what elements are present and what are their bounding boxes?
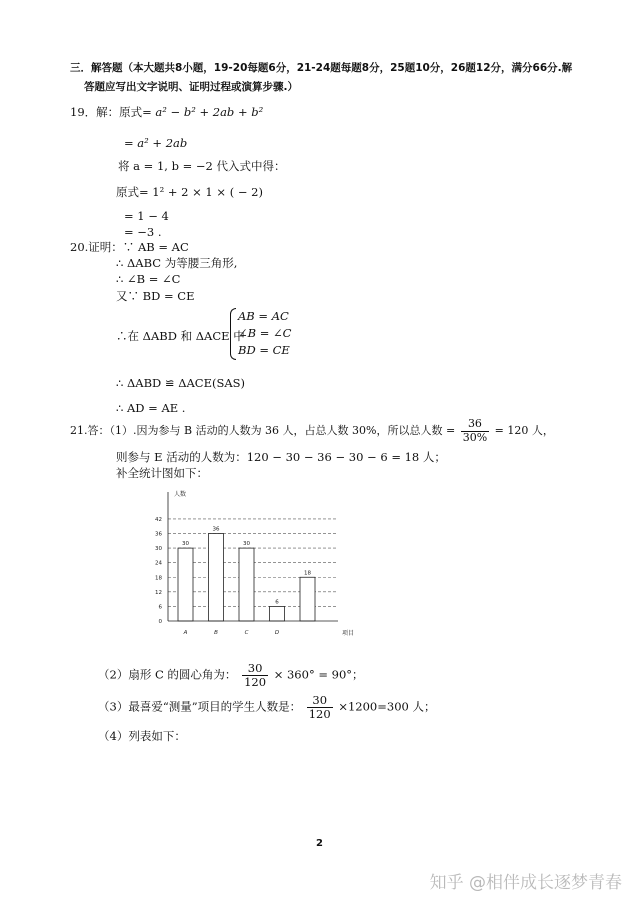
q21-part2-prefix: （2）扇形 C 的圆心角为： <box>98 667 237 682</box>
q21-line3: 补全统计图如下： <box>116 466 208 480</box>
q19-line3 <box>116 186 263 200</box>
y-tick-label: 0 <box>158 619 162 625</box>
q21-part1-fraction <box>461 418 489 444</box>
q21-part1 <box>70 418 554 444</box>
page-number: 2 <box>316 838 323 849</box>
bar-E <box>300 577 315 621</box>
q19-substitute: 将 a = 1, b = −2 代入式中得： <box>118 159 286 173</box>
q20-conclusion: ∴ AD = AE . <box>116 401 186 415</box>
q21-part2-num: 30 <box>242 662 268 676</box>
chart-bars <box>178 527 315 621</box>
q19-expr5: = −3 . <box>124 225 162 239</box>
q21-part1-suffix: = 120 人， <box>494 424 554 438</box>
y-tick-label: 18 <box>155 575 162 582</box>
x-axis-label: 项目 <box>342 630 355 637</box>
q19-line1 <box>70 106 263 120</box>
q21-part3-num: 30 <box>307 694 333 708</box>
q19-line3-label: 原式 <box>116 185 139 199</box>
q20-system-prefix: ∴在 ΔABD 和 ΔACE 中 <box>116 329 245 343</box>
bar-C <box>239 548 254 621</box>
q19-expr4: = 1 − 4 <box>124 209 169 223</box>
q20-system-line3: BD = CE <box>238 343 290 357</box>
q21-part1-den: 30% <box>462 430 488 444</box>
q21-part3-suffix: ×1200=300 人； <box>338 699 436 714</box>
bar-B <box>209 534 224 621</box>
q21-part3-fraction <box>307 694 333 721</box>
x-tick-label: A <box>183 630 188 636</box>
x-tick-label: C <box>244 630 249 636</box>
q21-part3 <box>98 694 436 721</box>
q19-number: 19． <box>70 105 97 119</box>
section-title-line1: 三．解答题（本大题共8小题，19-20每题6分，21-24题每题8分，25题10分，26题12分，满分66分.解 <box>70 62 573 74</box>
q20-line3: ∴ ∠B = ∠C <box>116 272 181 286</box>
bar-chart <box>140 484 370 644</box>
q20-system-line1: AB = AC <box>238 309 289 323</box>
q20-congruent: ∴ ΔABD ≌ ΔACE(SAS) <box>116 376 246 390</box>
q20-line4: 又∵ BD = CE <box>116 289 195 303</box>
y-tick-label: 36 <box>155 531 162 538</box>
q19-expr1: = a² − b² + 2ab + b² <box>142 105 264 119</box>
bar-A <box>178 548 193 621</box>
q19-expr2: = a² + 2ab <box>124 136 188 150</box>
y-tick-label: 42 <box>155 516 162 523</box>
q20-start: 20.证明：∵ AB = AC <box>70 240 189 254</box>
x-tick-label: D <box>274 630 280 636</box>
q21-part1-num: 36 <box>461 418 489 432</box>
q21-part2 <box>98 662 364 689</box>
q19-expr3: = 1² + 2 × 1 × ( − 2) <box>139 185 263 199</box>
q19-label: 解：原式 <box>96 105 143 119</box>
bar-value-label: 18 <box>304 570 311 577</box>
y-tick-label: 30 <box>155 546 162 553</box>
q21-part4: （4）列表如下： <box>98 729 186 743</box>
bar-value-label: 6 <box>275 599 279 606</box>
watermark: 知乎 @相伴成长逐梦青春 <box>429 873 622 893</box>
q21-part2-suffix: × 360° = 90°； <box>273 667 364 682</box>
q20-line2: ∴ ΔABC 为等腰三角形, <box>116 256 238 270</box>
system-brace <box>230 308 236 360</box>
y-tick-label: 12 <box>155 589 162 596</box>
bar-value-label: 30 <box>243 541 250 548</box>
bar-value-label: 30 <box>182 541 189 548</box>
q21-part1-prefix: 21.答：（1）.因为参与 B 活动的人数为 36 人，占总人数 30%，所以总人数 = <box>70 424 456 438</box>
y-tick-label: 6 <box>158 604 162 611</box>
y-axis-label: 人数 <box>174 491 187 498</box>
bar-D <box>270 606 285 621</box>
x-tick-label: B <box>214 630 218 636</box>
q21-part2-den: 120 <box>244 675 267 690</box>
section-title-line2: 答题应写出文字说明、证明过程或演算步骤.） <box>84 81 298 93</box>
q20-system-line2: ∠B = ∠C <box>238 326 292 340</box>
y-tick-label: 24 <box>155 560 162 567</box>
q21-part3-den: 120 <box>308 707 331 722</box>
bar-value-label: 36 <box>212 526 220 533</box>
q21-line2: 则参与 E 活动的人数为：120 − 30 − 36 − 30 − 6 = 18 人； <box>116 450 446 464</box>
q21-part3-prefix: （3）最喜爱“测量”项目的学生人数是： <box>98 699 302 714</box>
q21-part2-fraction <box>242 662 268 689</box>
